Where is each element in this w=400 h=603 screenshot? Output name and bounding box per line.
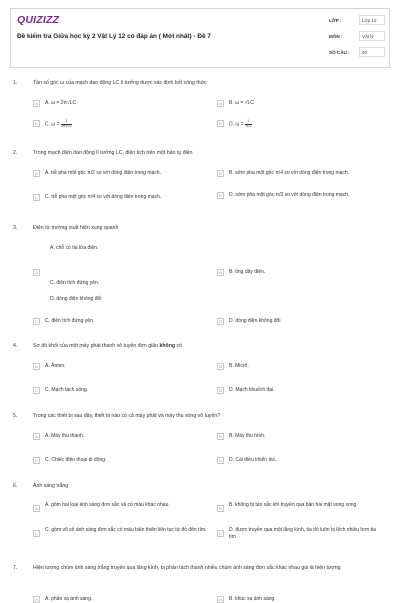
meta-subject-key: MÔN :	[329, 34, 343, 39]
option-label: C. ω =	[45, 121, 60, 128]
question-text: Hiện tượng chùm ánh sáng trắng truyền qua lăng kính, bị phân tách thành nhiều chùm ánh sáng đơn sắc khác nhau gọi là hiện tượng	[33, 565, 341, 571]
option-box: B	[217, 363, 224, 370]
option-label: D. sớm pha một góc π/2 so với dòng điện trong mạch.	[229, 192, 350, 198]
fraction-num: 1	[61, 120, 72, 125]
option-box: C	[33, 387, 40, 394]
option-label: C. Mạch tách sóng.	[45, 387, 89, 393]
option-label: B. Micrô.	[229, 363, 249, 369]
option-label: B. ω = √LC	[229, 100, 254, 106]
question-text-pre: Sơ đồ khối của một máy phát thanh vô tuyến đơn giản	[33, 343, 160, 349]
option-box: A	[33, 596, 40, 603]
quizizz-logo: QUIZIZZ	[17, 14, 60, 26]
question-number: 6.	[13, 483, 18, 489]
meta-class-value: Lớp 12	[359, 15, 385, 25]
option-label: B. sớm pha một góc π/4 so với dòng điện trong mạch.	[229, 170, 350, 176]
question-number: 4.	[13, 343, 18, 349]
option-box: A	[33, 363, 40, 370]
question-number: 5.	[13, 413, 18, 419]
document-header	[10, 8, 390, 68]
stem-option-a: A. chỗ có tia lửa điện.	[50, 245, 99, 251]
option-label: A. Ănten.	[45, 363, 66, 369]
option-label: A. gồm hai loại ánh sáng đơn sắc và có màu khác nhau.	[45, 502, 170, 508]
option-label: D. Cái điều khiển tivi.	[229, 457, 276, 463]
option-box: D	[217, 192, 224, 199]
option-label: D. dòng điện không đổi	[229, 318, 281, 324]
option-box: C	[33, 120, 40, 127]
question-text: Trong mạch điện dao động lí tưởng LC, điện tích trên một bản tụ điện	[33, 150, 193, 156]
option-box: D	[217, 530, 224, 537]
option-box: A	[33, 505, 40, 512]
option-box: B	[217, 505, 224, 512]
option-box: A	[33, 170, 40, 177]
option-label: D. ω =	[229, 121, 244, 128]
question-text-post: có	[175, 343, 182, 349]
option-fraction	[61, 120, 72, 129]
option-label: C. Chiếc điện thoại di động.	[45, 457, 107, 463]
option-label: B. Máy thu hình.	[229, 433, 266, 439]
fraction-den: 2π√LC	[61, 123, 73, 128]
option-box: B	[217, 170, 224, 177]
option-box: B	[217, 269, 224, 276]
option-box: D	[217, 457, 224, 464]
question-number: 7.	[13, 565, 18, 571]
option-box: B	[217, 433, 224, 440]
question-number: 3.	[13, 225, 18, 231]
option-label-wrap	[229, 120, 369, 129]
option-label: C. gồm vô số ánh sáng đơn sắc có màu biến thiên liên tục từ đỏ đến tím.	[45, 527, 207, 533]
stem-option-c: C. điện tích đứng yên.	[50, 280, 100, 286]
option-box: C	[33, 318, 40, 325]
option-box: D	[217, 318, 224, 325]
option-label: B. khúc xạ ánh sáng.	[229, 596, 276, 602]
meta-subject-value: Vật lý	[359, 31, 385, 41]
option-label: C. điện tích đứng yên.	[45, 318, 95, 324]
option-box: A	[33, 433, 40, 440]
meta-count	[329, 47, 387, 61]
option-label: A. Máy thu thanh.	[45, 433, 85, 439]
option-label: B. không bị tán sắc khi truyền qua bản hai mặt song song.	[229, 502, 358, 508]
meta-count-value: 40	[359, 47, 385, 57]
stem-option-d: D. dòng điện không đổi	[50, 296, 102, 302]
option-label: D. Mạch khuếch đại.	[229, 387, 275, 393]
option-label: A. ω = 2π√LC	[45, 100, 77, 106]
question-text	[33, 343, 388, 351]
option-box: B	[217, 100, 224, 107]
question-text: Ánh sáng trắng	[33, 483, 69, 489]
option-box: D	[217, 387, 224, 394]
option-box: B	[217, 596, 224, 603]
question-text: Tần số góc ω của mạch dao động LC lí tưởng được xác định bởi công thức	[33, 80, 207, 86]
meta-count-key: SỐ CÂU :	[329, 50, 350, 55]
option-label: D. được truyền qua một lăng kính, tia đỏ luôn bị lệch nhiều hơn tia tím	[229, 527, 376, 540]
option-label: B. ống dây điện.	[229, 269, 266, 275]
question-text: Trong các thiết bị sau đây, thiết bị nào có cả máy phát và máy thu sóng vô tuyến?	[33, 413, 221, 419]
fraction-num: 1	[245, 120, 252, 125]
question-number: 2.	[13, 150, 18, 156]
option-label: A. phản xạ ánh sáng.	[45, 596, 93, 602]
meta-class	[329, 15, 387, 29]
option-fraction	[245, 120, 252, 129]
question-text-emphasis: không	[159, 343, 176, 349]
question-text: Điện từ trường xuất hiện xung quanh	[33, 225, 119, 231]
option-box: C	[33, 457, 40, 464]
option-label-wrap	[45, 120, 185, 129]
option-label: A. trễ pha một góc π/2 so với dòng điện trong mạch.	[45, 170, 161, 176]
meta-class-key: LỚP :	[329, 18, 342, 23]
question-number: 1.	[13, 80, 18, 86]
option-box: A	[33, 269, 40, 276]
document-title: Đề kiểm tra Giữa học kỳ 2 Vật Lý 12 có đáp án ( Mới nhất) - Đề 7	[17, 33, 211, 40]
option-box: C	[33, 194, 40, 201]
meta-subject	[329, 31, 387, 45]
option-box: C	[33, 530, 40, 537]
option-box: A	[33, 100, 40, 107]
fraction-den: √LC	[245, 123, 252, 128]
option-box: D	[217, 120, 224, 127]
option-label: C. trễ pha một góc π/4 so với dòng điện trong mạch.	[45, 194, 162, 200]
